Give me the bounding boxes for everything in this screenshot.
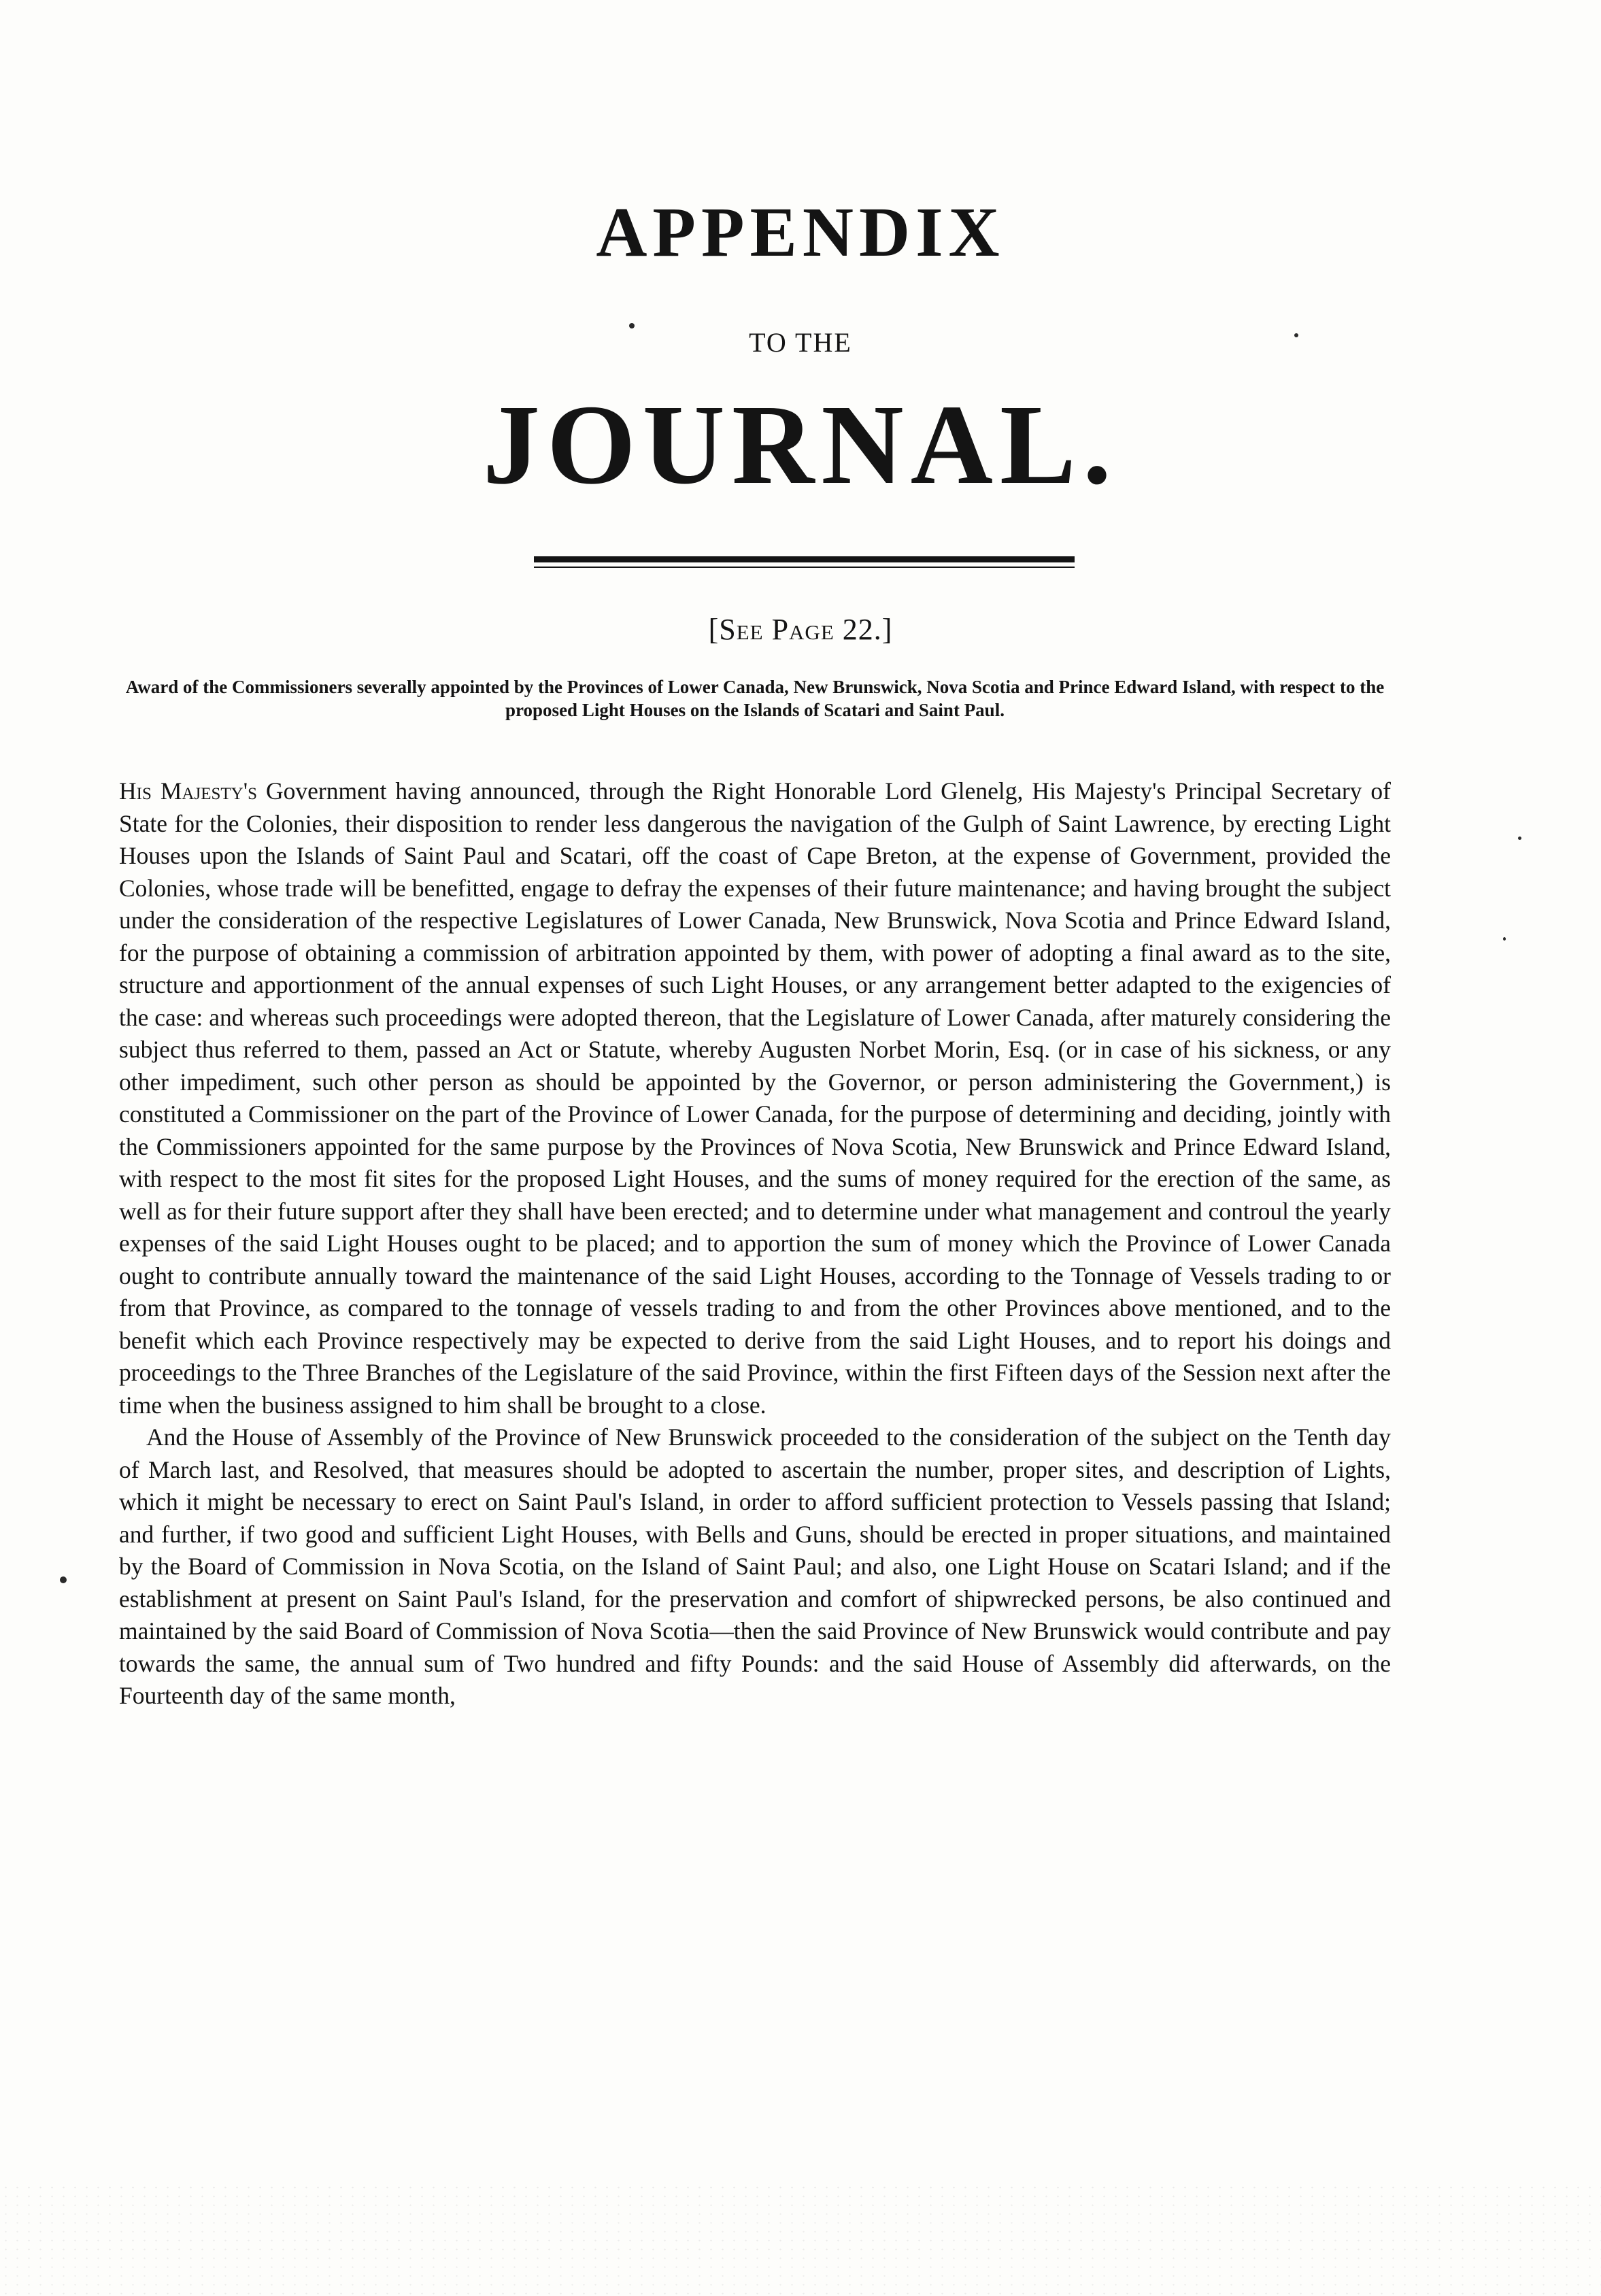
print-speck [1294, 333, 1298, 337]
print-speck [629, 323, 635, 328]
body-text [119, 775, 1391, 1712]
print-speck [60, 1576, 67, 1583]
to-the-subtitle: TO THE [749, 327, 852, 358]
print-speck [1518, 837, 1521, 840]
print-speck [1503, 937, 1506, 941]
paragraph-2-text: And the House of Assembly of the Province of New Brunswick proceeded to the consideration of the subject on the Tenth day of March last, and Resolved, that measures should be adopted to ascertain the number, proper sites, and description of Lights, which it might be necessary to erect on Saint Paul's Island, in order to afford sufficient protection to Vessels passing that Island; and further, if two good and sufficient Light Houses, with Bells and Guns, should be erected in proper situations, and maintained by the Board of Commission in Nova Scotia, on the Island of Saint Paul; and also, one Light House on Scatari Island; and if the establishment at present on Saint Paul's Island, for the preservation and comfort of shipwrecked persons, be also continued and maintained by the said Board of Commission of Nova Scotia—then the said Province of New Brunswick would contribute and pay towards the same, the annual sum of Two hundred and fifty Pounds: and the said House of Assembly did afterwards, on the Fourteenth day of the same month, [119, 1423, 1391, 1709]
paper-texture [0, 2183, 1601, 2296]
title-rule-thin [534, 567, 1075, 568]
page-reference: [See Page 22.] [708, 613, 893, 646]
title-rule-thick [534, 556, 1075, 562]
appendix-title: APPENDIX [596, 193, 1005, 271]
journal-title: JOURNAL. [482, 382, 1119, 508]
paragraph-1-lead: His Majesty's [119, 777, 258, 805]
paragraph-2 [119, 1421, 1391, 1712]
paragraph-1 [119, 775, 1391, 1421]
award-caption: Award of the Commissioners severally appointed by the Provinces of Lower Canada, New Brunswick, Nova Scotia and Prince Edward Island, with respect to the proposed Light Houses on the Islands of Scatari and Saint Paul. [125, 677, 1385, 720]
paragraph-1-text: Government having announced, through the Right Honorable Lord Glenelg, His Majesty's Principal Secretary of State for the Colonies, their disposition to render less dangerous the navigation of the Gulph of Saint Lawrence, by erecting Light Houses upon the Islands of Saint Paul and Scatari, off the coast of Cape Breton, at the expense of Government, provided the Colonies, whose trade will be benefitted, engage to defray the expenses of their future maintenance; and having brought the subject under the consideration of the respective Legislatures of Lower Canada, New Brunswick, Nova Scotia and Prince Edward Island, for the purpose of obtaining a commission of arbitration appointed by them, with power of adopting a final award as to the site, structure and apportionment of the annual expenses of such Light Houses, or any arrangement better adapted to the exigencies of the case: and whereas such proceedings were adopted thereon, that the Legislature of Lower Canada, after maturely considering the subject thus referred to them, passed an Act or Statute, whereby Augusten Norbet Morin, Esq. (or in case of his sickness, or any other impediment, such other person as should be appointed by the Governor, or person administering the Government,) is constituted a Commissioner on the part of the Province of Lower Canada, for the purpose of determining and deciding, jointly with the Commissioners appointed for the same purpose by the Provinces of Nova Scotia, New Brunswick and Prince Edward Island, with respect to the most fit sites for the proposed Light Houses, and the sums of money required for the erection of the same, as well as for their future support after they shall have been erected; and to determine under what management and controul the yearly expenses of the said Light Houses ought to be placed; and to apportion the sum of money which the Province of Lower Canada ought to contribute annually toward the maintenance of the said Light Houses, according to the Tonnage of Vessels trading to or from that Province, as compared to the tonnage of vessels trading to and from the other Provinces above mentioned, and to the benefit which each Province respectively may be expected to derive from the said Light Houses, and to report his doings and proceedings to the Three Branches of the Legislature of the said Province, within the first Fifteen days of the Session next after the time when the business assigned to him shall be brought to a close. [119, 777, 1392, 1419]
